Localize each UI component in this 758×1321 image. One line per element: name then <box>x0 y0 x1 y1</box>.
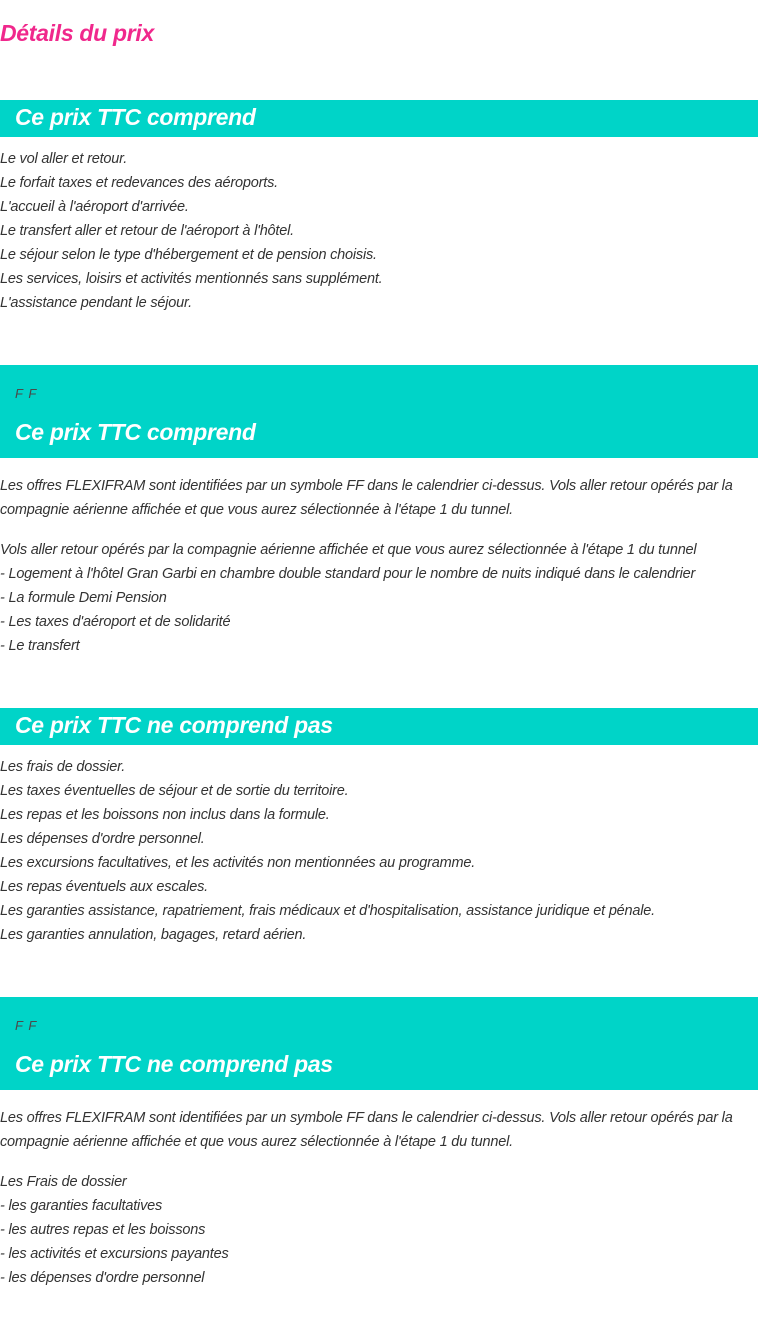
list-item: Les repas éventuels aux escales. <box>0 879 209 895</box>
list-item: - les activités et excursions payantes <box>0 1246 229 1262</box>
list-item: - les autres repas et les boissons <box>0 1222 206 1238</box>
ff-intro-text: Les offres FLEXIFRAM sont identifiées par un symbole FF dans le calendrier ci-dessus. Vols aller retour opérés par la compagnie aérienne affichée et que vous aurez sélectionnée à l'étape 1 du tunnel. <box>0 478 733 518</box>
list-item: - Le transfert <box>0 638 80 654</box>
section-header-includes <box>0 100 758 137</box>
includes-list <box>0 147 758 315</box>
list-item: Les garanties annulation, bagages, retard aérien. <box>0 927 307 943</box>
list-item: Le vol aller et retour. <box>0 151 128 167</box>
list-item: - Logement à l'hôtel Gran Garbi en chambre double standard pour le nombre de nuits indiqué dans le calendrier <box>0 566 696 582</box>
page-title: Détails du prix <box>0 20 154 46</box>
ff-excludes-list <box>0 1170 758 1290</box>
list-item: Les repas et les boissons non inclus dans la formule. <box>0 807 330 823</box>
section-title: Ce prix TTC comprend <box>15 419 256 445</box>
ff-intro-text: Les offres FLEXIFRAM sont identifiées par un symbole FF dans le calendrier ci-dessus. Vols aller retour opérés par la compagnie aérienne affichée et que vous aurez sélectionnée à l'étape 1 du tunnel. <box>0 1110 733 1150</box>
list-item: Les taxes éventuelles de séjour et de sortie du territoire. <box>0 783 349 799</box>
ff-tag: F F <box>15 1018 38 1033</box>
list-item: - les garanties facultatives <box>0 1198 163 1214</box>
list-item: Les garanties assistance, rapatriement, frais médicaux et d'hospitalisation, assistance juridique et pénale. <box>0 903 655 919</box>
ff-includes-list <box>0 538 758 658</box>
list-item: Les services, loisirs et activités mentionnés sans supplément. <box>0 271 383 287</box>
list-item: - La formule Demi Pension <box>0 590 167 606</box>
list-item: Les excursions facultatives, et les activités non mentionnées au programme. <box>0 855 476 871</box>
section-title: Ce prix TTC ne comprend pas <box>15 1051 333 1077</box>
list-item: - Les taxes d'aéroport et de solidarité <box>0 614 231 630</box>
section-header-ff-includes <box>0 365 758 458</box>
list-item: Les frais de dossier. <box>0 759 126 775</box>
section-title: Ce prix TTC comprend <box>15 104 256 130</box>
section-header-excludes <box>0 708 758 745</box>
list-item: Le séjour selon le type d'hébergement et de pension choisis. <box>0 247 377 263</box>
list-item: - les dépenses d'ordre personnel <box>0 1270 205 1286</box>
list-item: Les Frais de dossier <box>0 1174 127 1190</box>
list-item: L'accueil à l'aéroport d'arrivée. <box>0 199 189 215</box>
list-item: Vols aller retour opérés par la compagnie aérienne affichée et que vous aurez sélectionnée à l'étape 1 du tunnel <box>0 542 697 558</box>
list-item: Le forfait taxes et redevances des aéroports. <box>0 175 278 191</box>
excludes-list <box>0 755 758 947</box>
list-item: Les dépenses d'ordre personnel. <box>0 831 205 847</box>
section-title: Ce prix TTC ne comprend pas <box>15 712 333 738</box>
ff-tag: F F <box>15 386 38 401</box>
section-header-ff-excludes <box>0 997 758 1090</box>
list-item: Le transfert aller et retour de l'aéroport à l'hôtel. <box>0 223 294 239</box>
list-item: L'assistance pendant le séjour. <box>0 295 192 311</box>
